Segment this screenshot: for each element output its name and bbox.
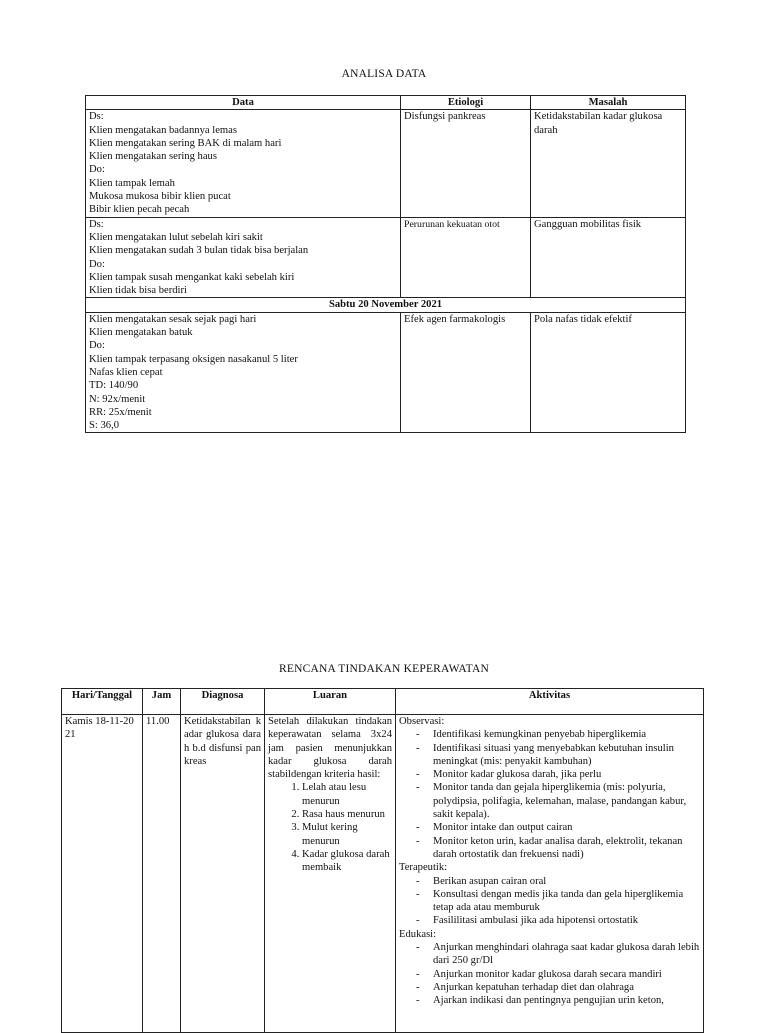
list-item: - Identifikasi situasi yang menyebabkan kebutuhan insulin meningkat (mis: penyakit kambuhan) <box>433 742 700 769</box>
data-line: Nafas klien cepat <box>89 366 163 378</box>
col-header-diagnosa: Diagnosa <box>181 689 265 715</box>
date-row <box>86 298 686 312</box>
data-line: Do: <box>89 340 105 352</box>
col-header-luaran: Luaran <box>265 689 396 715</box>
data-line: Ds: <box>89 111 104 123</box>
list-item: 1. Lelah atau lesu menurun <box>302 781 392 808</box>
data-line: Bibir klien pecah pecah <box>89 204 190 216</box>
data-line: Klien mengatakan badannya lemas <box>89 124 237 136</box>
luaran-intro: Setelah dilakukan tindakan keperawatan selama 3x24 jam pasien menunjukkan kadar glukosa darah stabildengan kriteria hasil: <box>268 716 392 781</box>
masalah-cell: Gangguan mobilitas fisik <box>531 217 686 298</box>
list-item: - Monitor kadar glukosa darah, jika perlu <box>433 768 700 781</box>
data-line: Klien mengatakan sudah 3 bulan tidak bisa berjalan <box>89 245 309 257</box>
data-line: RR: 25x/menit <box>89 406 152 418</box>
col-header-jam: Jam <box>143 689 181 715</box>
etiologi-cell: Efek agen farmakologis <box>401 312 531 433</box>
data-line: Do: <box>89 164 105 176</box>
data-line: Klien mengatakan batuk <box>89 327 193 339</box>
table-row <box>86 110 686 217</box>
data-line: Klien tampak terpasang oksigen nasakanul 5 liter <box>89 353 298 365</box>
data-line: Klien mengatakan lulut sebelah kiri sakit <box>89 231 263 243</box>
analisa-title: ANALISA DATA <box>341 68 427 80</box>
data-cell <box>86 217 401 298</box>
table-row <box>86 312 686 433</box>
analisa-header-row <box>86 96 686 110</box>
data-cell <box>86 110 401 217</box>
data-line: Do: <box>89 258 105 270</box>
list-item: - Fasililitasi ambulasi jika ada hipotensi ortostatik <box>433 914 700 927</box>
list-item: - Anjurkan kepatuhan terhadap diet dan olahraga <box>433 981 700 994</box>
aktivitas-cell <box>396 715 704 1033</box>
analisa-table <box>85 95 686 433</box>
data-cell <box>86 312 401 433</box>
col-header-hari: Hari/Tanggal <box>62 689 143 715</box>
luaran-cell <box>265 715 396 1033</box>
terapeutik-label: Terapeutik: <box>399 862 448 874</box>
data-line: Klien tampak lemah <box>89 177 175 189</box>
etiologi-cell: Perurunan kekuatan otot <box>401 217 531 298</box>
data-line: Ds: <box>89 218 104 230</box>
list-item: 2. Rasa haus menurun <box>302 808 392 821</box>
list-item: - Ajarkan indikasi dan pentingnya pengujian urin keton, <box>433 994 700 1007</box>
col-header-data: Data <box>86 96 401 110</box>
masalah-cell: Pola nafas tidak efektif <box>531 312 686 433</box>
luaran-list <box>268 781 392 874</box>
col-header-masalah: Masalah <box>531 96 686 110</box>
data-line: S: 36,0 <box>89 420 120 432</box>
table-row <box>62 715 704 1033</box>
list-item: - Monitor keton urin, kadar analisa darah, elektrolit, tekanan darah ortostatik dan frekuensi nadi) <box>433 835 700 862</box>
list-item: - Anjurkan monitor kadar glukosa darah secara mandiri <box>433 968 700 981</box>
edukasi-label: Edukasi: <box>399 928 437 940</box>
date-cell: Sabtu 20 November 2021 <box>86 298 686 312</box>
list-item: - Konsultasi dengan medis jika tanda dan gela hiperglikemia tetap ada atau memburuk <box>433 888 700 915</box>
list-item: - Monitor tanda dan gejala hiperglikemia (mis: polyuria, polydipsia, polifagia, kelemahan, malase, pandangan kabur, sakit kepala). <box>433 781 700 821</box>
hari-cell: Kamis 18-11-2021 <box>62 715 143 1033</box>
data-line: Klien mengatakan sering haus <box>89 151 217 163</box>
rencana-title: RENCANA TINDAKAN KEPERAWATAN <box>279 663 489 675</box>
list-item: - Anjurkan menghindari olahraga saat kadar glukosa darah lebih dari 250 gr/Dl <box>433 941 700 968</box>
data-line: Klien mengatakan sering BAK di malam hari <box>89 137 282 149</box>
data-line: Klien mengatakan sesak sejak pagi hari <box>89 313 257 325</box>
observasi-label: Observasi: <box>399 716 445 727</box>
list-item: - Identifikasi kemungkinan penyebab hiperglikemia <box>433 728 700 741</box>
col-header-etiologi: Etiologi <box>401 96 531 110</box>
table-row <box>86 217 686 298</box>
edukasi-list <box>399 941 700 1007</box>
masalah-cell: Ketidakstabilan kadar glukosa darah <box>531 110 686 217</box>
data-line: TD: 140/90 <box>89 380 139 392</box>
list-item: 3. Mulut kering menurun <box>302 821 392 848</box>
data-line: Klien tampak susah mengankat kaki sebelah kiri <box>89 271 295 283</box>
list-item: 4. Kadar glukosa darah membaik <box>302 848 392 875</box>
rencana-header-row <box>62 689 704 715</box>
terapeutik-list <box>399 875 700 928</box>
data-line: N: 92x/menit <box>89 393 146 405</box>
jam-cell: 11.00 <box>143 715 181 1033</box>
list-item: - Monitor intake dan output cairan <box>433 821 700 834</box>
col-header-aktivitas: Aktivitas <box>396 689 704 715</box>
data-line: Klien tidak bisa berdiri <box>89 285 187 297</box>
observasi-list <box>399 728 700 861</box>
list-item: - Berikan asupan cairan oral <box>433 875 700 888</box>
rencana-table <box>61 688 704 1033</box>
data-line: Mukosa mukosa bibir klien pucat <box>89 191 231 203</box>
diagnosa-cell: Ketidakstabilan kadar glukosa darah b.d disfunsi pankreas <box>181 715 265 1033</box>
etiologi-cell: Disfungsi pankreas <box>401 110 531 217</box>
